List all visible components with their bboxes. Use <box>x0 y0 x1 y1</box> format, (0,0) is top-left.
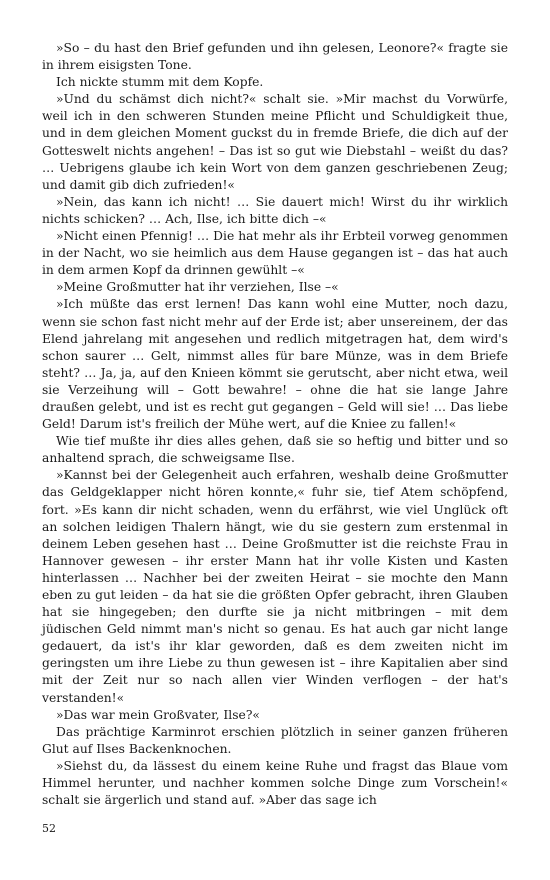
paragraph: »Nicht einen Pfennig! … Die hat mehr als ihr Erbteil vorweg genommen in der Nacht, wo sie heimlich aus dem Hause gegangen ist – das hat auch in dem armen Kopf da drinnen gewühlt –« <box>42 229 508 278</box>
paragraph: »So – du hast den Brief gefunden und ihn gelesen, Leonore?« fragte sie in ihrem eisigsten Tone. <box>42 41 508 73</box>
paragraph: »Siehst du, da lässest du einem keine Ruhe und fragst das Blaue vom Himmel herunter, und nachher kommen solche Dinge zum Vorschein!« schalt sie ärgerlich und stand auf. »Aber das sage ich <box>42 758 508 808</box>
paragraph: Das prächtige Karminrot erschien plötzlich in seiner ganzen früheren Glut auf Ilses Backenknochen. <box>42 724 508 756</box>
paragraph: »Und du schämst dich nicht?« schalt sie. »Mir machst du Vorwürfe, weil ich in den schweren Stunden meine Pflicht und Schuldigkeit thue, und in dem gleichen Moment guckst du in fremde Briefe, die dich auf der Gotteswelt nichts angehen! – Das ist so gut wie Diebstahl – weißt du das? … Uebrigens glaube ich kein Wort von dem ganzen geschriebenen Zeug; und damit gib dich zufrieden!« <box>42 92 508 192</box>
paragraph: Wie tief mußte ihr dies alles gehen, daß sie so heftig und bitter und so anhaltend sprach, die schweigsame Ilse. <box>42 434 508 466</box>
paragraph: »Kannst bei der Gelegenheit auch erfahren, weshalb deine Großmutter das Geldgeklapper nicht hören konnte,« fuhr sie, tief Atem schöpfend, fort. »Es kann dir nicht schaden, wenn du erfährst, wie viel Unglück oft an solchen leidigen Thalern hängt, wie du sie gestern zum erstenmal in deinem Leben gesehen hast … Deine Großmutter ist die reichste Frau in Hannover gewesen – ihr erster Mann hat ihr volle Kisten und Kasten hinterlassen … Nachher bei der zweiten Heirat – sie mochte den Mann eben zu gut leiden – da hat sie die größten Opfer gebracht, ihren Glauben hat sie hingegeben; den durfte sie ja nicht mitbringen – mit dem jüdischen Geld nimmt man's nicht so genau. Es hat auch gar nicht lange gedauert, da ist's ihr klar geworden, daß es dem zweiten nicht im geringsten um ihre Liebe zu thun gewesen ist – ihre Kapitalien aber sind mit der Zeit nur so nach allen vier Winden verflogen – der hat's verstanden!« <box>42 468 508 705</box>
paragraph: »Das war mein Großvater, Ilse?« <box>56 707 260 722</box>
book-page-text <box>42 40 508 809</box>
paragraph: »Nein, das kann ich nicht! … Sie dauert mich! Wirst du ihr wirklich nichts schicken? … Ach, Ilse, ich bitte dich –« <box>42 194 508 226</box>
paragraph: Ich nickte stumm mit dem Kopfe. <box>56 75 264 90</box>
paragraph: »Ich müßte das erst lernen! Das kann wohl eine Mutter, noch dazu, wenn sie schon fast nicht mehr auf der Erde ist; aber unsereinem, der das Elend jahrelang mit angesehen und redlich mitgetragen hat, dem wird's schon saurer … Gelt, nimmst alles für bare Münze, was in dem Briefe steht? … Ja, ja, auf den Knieen kömmt sie gerutscht, aber nicht etwa, weil sie Verzeihung will – Gott bewahre! – ohne die hat sie lange Jahre draußen gelebt, und ist es recht gut gegangen – Geld will sie! … Das liebe Geld! Darum ist's freilich der Mühe wert, auf die Kniee zu fallen!« <box>42 297 508 432</box>
paragraph: »Meine Großmutter hat ihr verziehen, Ilse –« <box>56 280 339 295</box>
page-number: 52 <box>42 822 56 835</box>
